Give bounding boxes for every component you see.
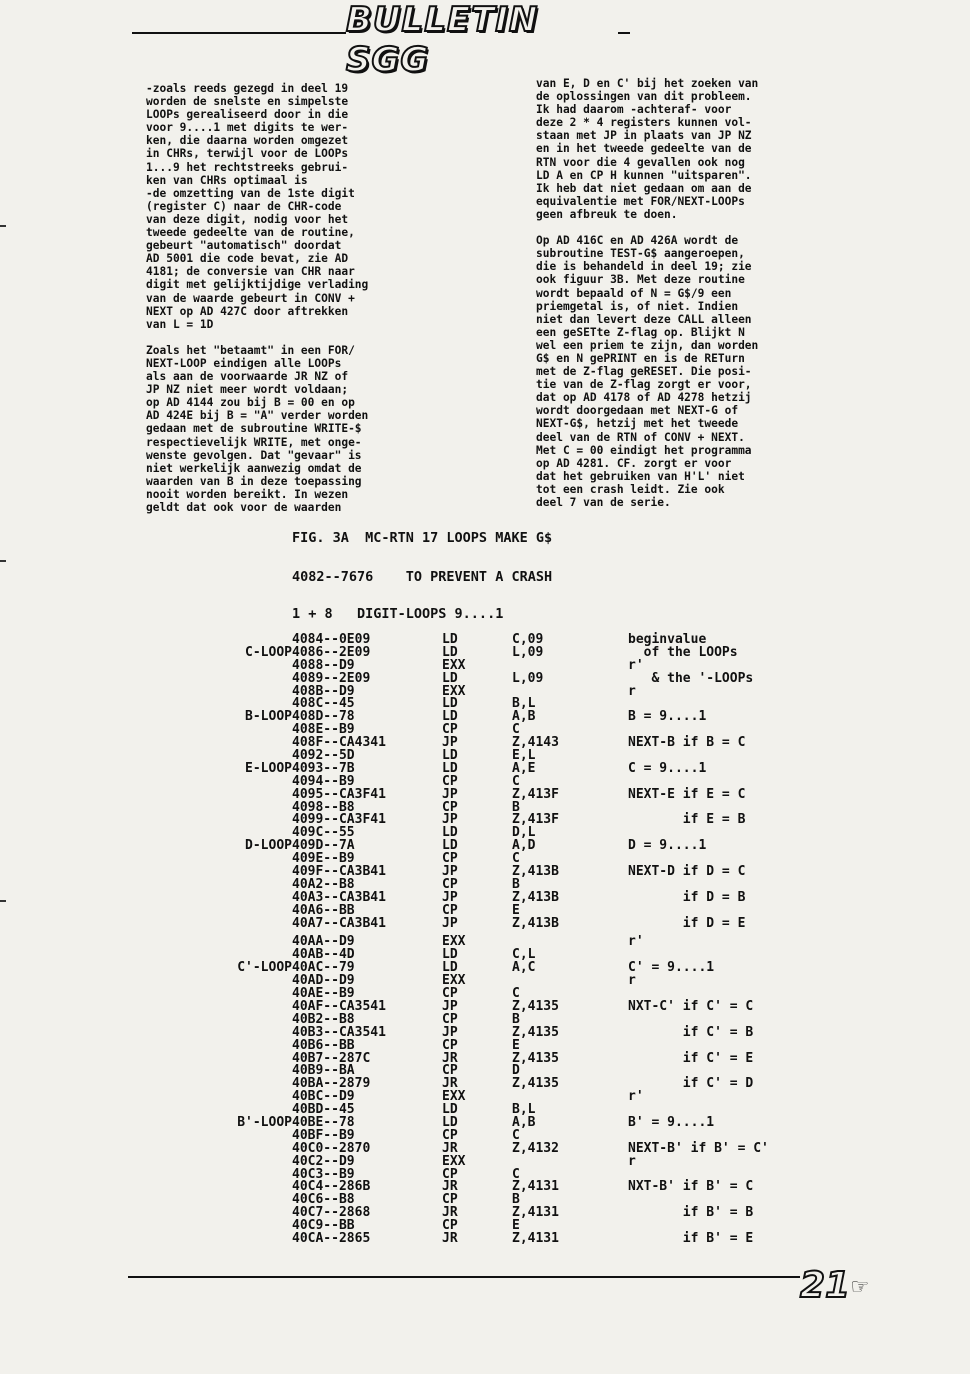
text-line [536, 221, 758, 234]
operand: Z,4143 [512, 735, 559, 751]
address-code: 408D--78 [292, 709, 355, 725]
listing-row [222, 1230, 848, 1246]
text-line: subroutine TEST-G$ aangeroepen, [536, 247, 745, 261]
comment: if D = E [628, 915, 746, 931]
comment: if B' = B [628, 1205, 754, 1221]
text-line: deel van de RTN of CONV + NEXT. [536, 430, 745, 444]
address-code: 40AD--D9 [292, 973, 355, 989]
text-line: staan met JP in plaats van JP NZ [536, 129, 752, 143]
address-code: 4094--B9 [292, 773, 355, 789]
text-line: deze 2 * 4 registers kunnen vol- [536, 116, 752, 130]
text-line: de oplossingen van dit probleem. [536, 90, 752, 104]
top-rule [132, 32, 346, 34]
address-code: 40C3--B9 [292, 1166, 355, 1182]
mnemonic: EXX [442, 973, 466, 989]
address-code: 40BC--D9 [292, 1089, 355, 1105]
mnemonic: LD [442, 1102, 458, 1118]
comment: NEXT-B if B = C [628, 735, 746, 751]
operand: A,D [512, 838, 536, 854]
comment: if E = B [628, 812, 746, 828]
right-text-column [536, 77, 758, 509]
operand: Z,4131 [512, 1205, 559, 1221]
comment: NXT-C' if C' = C [628, 998, 754, 1014]
address-code: 4099--CA3F41 [292, 812, 386, 828]
operand: Z,4132 [512, 1140, 559, 1156]
loop-label [222, 686, 292, 699]
address-code: 40CA--2865 [292, 1230, 371, 1246]
text-line: worden de snelste en simpelste [146, 95, 349, 109]
masthead-logo [346, 0, 618, 80]
mnemonic: LD [442, 947, 458, 963]
comment: B' = 9....1 [628, 1114, 715, 1130]
operand: A,B [512, 1114, 536, 1130]
address-code: 40A3--CA3B41 [292, 889, 386, 905]
text-line: Ik had daarom -achteraf- voor [536, 103, 732, 117]
text-line: in CHRs, terwijl voor de LOOPs [146, 147, 349, 161]
address-code: 40AB--4D [292, 947, 355, 963]
comment: NXT-B' if B' = C [628, 1179, 754, 1195]
comment: B = 9....1 [628, 709, 707, 725]
loop-label [222, 1130, 292, 1143]
address-code: 40C2--D9 [292, 1153, 355, 1169]
comment: beginvalue [628, 632, 707, 647]
address-code: 40C0--2870 [292, 1140, 371, 1156]
operand: A,C [512, 960, 536, 976]
mnemonic: EXX [442, 934, 466, 950]
loop-label [222, 1169, 292, 1182]
comment: r [628, 973, 636, 989]
loop-label [222, 1078, 292, 1091]
loop-label: D-LOOP [245, 838, 292, 854]
mnemonic: JP [442, 998, 458, 1014]
operand: B [512, 876, 520, 892]
operand: Z,413B [512, 889, 559, 905]
text-line: ken, die daarna worden omgezet [146, 134, 349, 148]
comment: D = 9....1 [628, 838, 707, 854]
mnemonic: CP [442, 773, 458, 789]
bottom-rule [128, 1276, 800, 1278]
mnemonic: CP [442, 1166, 458, 1182]
mnemonic: LD [442, 760, 458, 776]
mnemonic: EXX [442, 683, 466, 699]
text-line: dat het gebruiken van H'L' niet [536, 469, 745, 483]
text-line: Ik heb dat niet gedaan om aan de [536, 181, 752, 195]
margin-mark [0, 225, 6, 227]
pointing-hand-icon: ☞ [852, 1272, 868, 1302]
text-line: wel een priem te zijn, dan worden [536, 338, 759, 352]
text-line: die is behandeld in deel 19; zie [536, 260, 752, 274]
operand: L,09 [512, 644, 544, 660]
comment: r [628, 1153, 636, 1169]
mnemonic: CP [442, 851, 458, 867]
mnemonic: LD [442, 632, 458, 647]
text-line: dat op AD 4178 of AD 4278 hetzij [536, 391, 752, 405]
mnemonic: CP [442, 876, 458, 892]
mnemonic: EXX [442, 657, 466, 673]
address-code: 409D--7A [292, 838, 355, 854]
address-code: 40A2--B8 [292, 876, 355, 892]
operand: C,09 [512, 632, 544, 647]
loop-label [222, 789, 292, 802]
mnemonic: EXX [442, 1153, 466, 1169]
mnemonic: JR [442, 1205, 458, 1221]
loop-label [222, 737, 292, 750]
left-text-column [146, 82, 368, 514]
loop-label [222, 1220, 292, 1233]
loop-label: C-LOOP [245, 644, 292, 660]
address-code: 409F--CA3B41 [292, 864, 386, 880]
address-code: 4095--CA3F41 [292, 786, 386, 802]
mnemonic: LD [442, 748, 458, 764]
mnemonic: CP [442, 1218, 458, 1234]
operand: E [512, 902, 520, 918]
text-line: geen afbreuk te doen. [536, 207, 678, 221]
text-line: -zoals reeds gezegd in deel 19 [146, 82, 349, 95]
comment: if B' = E [628, 1230, 754, 1246]
operand: C [512, 1166, 520, 1182]
address-code: 40A6--BB [292, 902, 355, 918]
page-number: 21 [799, 1264, 851, 1306]
mnemonic: EXX [442, 1089, 466, 1105]
listing-row [222, 915, 848, 931]
figure-header-line: 4082--7676 TO PREVENT A CRASH [292, 569, 553, 585]
text-line: 4181; de conversie van CHR naar [146, 265, 355, 279]
address-code: 40AE--B9 [292, 986, 355, 1002]
text-line: wordt doorgedaan met NEXT-G of [536, 404, 739, 418]
loop-label: B'-LOOP [237, 1114, 292, 1130]
address-code: 4093--7B [292, 760, 355, 776]
operand: Z,4135 [512, 1024, 559, 1040]
text-line: ken van CHRs optimaal is [146, 173, 308, 187]
address-code: 40B6--BB [292, 1037, 355, 1053]
text-line: waarden van B in deze toepassing [146, 474, 362, 488]
operand: C [512, 722, 520, 738]
loop-label [222, 905, 292, 918]
comment: & the '-LOOPs [628, 670, 754, 686]
address-code: 40B7--287C [292, 1050, 371, 1066]
loop-label [222, 892, 292, 905]
mnemonic: JP [442, 1024, 458, 1040]
mnemonic: CP [442, 1011, 458, 1027]
operand: E [512, 1218, 520, 1234]
loop-label [222, 1091, 292, 1104]
text-line: RTN voor die 4 gevallen ook nog [536, 155, 745, 169]
text-line: van L = 1D [146, 317, 214, 331]
mnemonic: JP [442, 864, 458, 880]
address-code: 40BD--45 [292, 1102, 355, 1118]
mnemonic: JR [442, 1230, 458, 1246]
address-code: 408B--D9 [292, 683, 355, 699]
text-line: van deze digit, nodig voor het [146, 212, 349, 226]
masthead-title: BULLETIN SGG [346, 0, 539, 80]
text-line: en in het tweede gedeelte van de [536, 142, 752, 156]
comment: NEXT-B' if B' = C' [628, 1140, 769, 1156]
operand: A,E [512, 760, 536, 776]
mnemonic: JP [442, 915, 458, 931]
text-line: AD 5001 die code bevat, zie AD [146, 252, 349, 266]
text-line: als aan de voorwaarde JR NZ of [146, 370, 349, 384]
mnemonic: LD [442, 1114, 458, 1130]
loop-label [222, 918, 292, 931]
operand: Z,4135 [512, 1076, 559, 1092]
text-line: niet werkelijk aanwezig omdat de [146, 461, 362, 475]
loop-label [222, 673, 292, 686]
loop-label [222, 802, 292, 815]
address-code: 40AC--79 [292, 960, 355, 976]
operand: L,09 [512, 670, 544, 686]
operand: Z,413B [512, 915, 559, 931]
mnemonic: JR [442, 1050, 458, 1066]
address-code: 408C--45 [292, 696, 355, 712]
mnemonic: CP [442, 1063, 458, 1079]
operand: Z,4135 [512, 1050, 559, 1066]
text-line: NEXT-G$, hetzij met het tweede [536, 417, 739, 431]
address-code: 408E--B9 [292, 722, 355, 738]
text-line: niet dan levert deze CALL alleen [536, 312, 752, 326]
text-line: G$ en N gePRINT en is de RETurn [536, 351, 745, 365]
text-line: equivalentie met FOR/NEXT-LOOPs [536, 194, 745, 208]
loop-label [222, 1040, 292, 1053]
operand [512, 975, 628, 988]
loop-label: B-LOOP [245, 709, 292, 725]
loop-label [222, 1053, 292, 1066]
operand: Z,4131 [512, 1179, 559, 1195]
operand: B [512, 799, 520, 815]
address-code: 40AF--CA3541 [292, 998, 386, 1014]
address-code: 40BA--2879 [292, 1076, 371, 1092]
address-code: 409E--B9 [292, 851, 355, 867]
address-code: 4084--0E09 [292, 632, 371, 647]
text-line: (register C) naar de CHR-code [146, 199, 342, 213]
mnemonic: CP [442, 799, 458, 815]
mnemonic: LD [442, 644, 458, 660]
address-code: 4098--B8 [292, 799, 355, 815]
loop-label [222, 1156, 292, 1169]
comment: if C' = D [628, 1076, 754, 1092]
text-line: nooit worden bereikt. In wezen [146, 487, 349, 501]
loop-label [222, 660, 292, 673]
comment: r' [628, 657, 644, 673]
operand: Z,413F [512, 786, 559, 802]
loop-label [222, 975, 292, 988]
mnemonic: LD [442, 838, 458, 854]
mnemonic: CP [442, 902, 458, 918]
address-code: 409C--55 [292, 825, 355, 841]
operand: C,L [512, 947, 536, 963]
operand: Z,413B [512, 864, 559, 880]
loop-label [222, 853, 292, 866]
mnemonic: JR [442, 1179, 458, 1195]
mnemonic: CP [442, 1037, 458, 1053]
mnemonic: CP [442, 722, 458, 738]
figure-subheader: 1 + 8 DIGIT-LOOPS 9....1 [292, 606, 504, 622]
text-line: deel 7 van de serie. [536, 496, 671, 509]
text-line: priemgetal is, of niet. Indien [536, 299, 739, 313]
address-code: 4089--2E09 [292, 670, 371, 686]
comment: NEXT-E if E = C [628, 786, 746, 802]
comment: C' = 9....1 [628, 960, 715, 976]
operand: C [512, 986, 520, 1002]
loop-label [222, 879, 292, 892]
comment: C = 9....1 [628, 760, 707, 776]
address-code: 40B3--CA3541 [292, 1024, 386, 1040]
address-code: 4088--D9 [292, 657, 355, 673]
text-line: een geSETte Z-flag op. Blijkt N [536, 325, 745, 339]
comment: if C' = E [628, 1050, 754, 1066]
loop-label [222, 1233, 292, 1246]
address-code: 40C9--BB [292, 1218, 355, 1234]
text-line: NEXT op AD 427C door aftrekken [146, 304, 349, 318]
address-code: 4092--5D [292, 748, 355, 764]
loop-label: C'-LOOP [237, 960, 292, 976]
text-line: LOOPs gerealiseerd door in die [146, 108, 349, 122]
text-line: digit met gelijktijdige verlading [146, 278, 369, 292]
mnemonic: JP [442, 889, 458, 905]
text-line: AD 424E bij B = "A" verder worden [146, 409, 369, 423]
text-line: JP NZ niet meer wordt voldaan; [146, 383, 349, 397]
mnemonic: LD [442, 825, 458, 841]
operand: Z,4131 [512, 1230, 559, 1246]
text-line: 1...9 het rechtstreeks gebrui- [146, 160, 349, 174]
assembly-listing [222, 634, 848, 1246]
top-rule-right [618, 32, 630, 34]
text-line: gebeurt "automatisch" doordat [146, 239, 342, 253]
mnemonic: LD [442, 696, 458, 712]
text-line: wordt bepaald of N = G$/9 een [536, 286, 732, 300]
text-line: tot een crash leidt. Zie ook [536, 482, 725, 496]
text-line: -de omzetting van de 1ste digit [146, 186, 355, 200]
comment: r [628, 683, 636, 699]
loop-label [222, 988, 292, 1001]
margin-mark [0, 900, 6, 902]
operand: B [512, 1192, 520, 1208]
address-code: 40C7--2868 [292, 1205, 371, 1221]
comment: of the LOOPs [628, 644, 738, 660]
address-code: 40B9--BA [292, 1063, 355, 1079]
operand: A,B [512, 709, 536, 725]
mnemonic: LD [442, 670, 458, 686]
text-line: Op AD 416C en AD 426A wordt de [536, 234, 739, 248]
address-code: 40AA--D9 [292, 934, 355, 950]
operand: C [512, 773, 520, 789]
comment: NEXT-D if D = C [628, 864, 746, 880]
address-code: 40B2--B8 [292, 1011, 355, 1027]
loop-label [222, 724, 292, 737]
address-code: 40C4--286B [292, 1179, 371, 1195]
text-line: met de Z-flag geRESET. Die posi- [536, 365, 752, 379]
comment: if D = B [628, 889, 746, 905]
address-code: 40BE--78 [292, 1114, 355, 1130]
loop-label [222, 776, 292, 789]
text-line: NEXT-LOOP eindigen alle LOOPs [146, 356, 342, 370]
mnemonic: LD [442, 709, 458, 725]
margin-mark [0, 560, 6, 562]
operand: Z,413F [512, 812, 559, 828]
operand: B,L [512, 1102, 536, 1118]
operand: E [512, 1037, 520, 1053]
operand: D [512, 1063, 520, 1079]
address-code: 40A7--CA3B41 [292, 915, 386, 931]
operand: D,L [512, 825, 536, 841]
operand: B,L [512, 696, 536, 712]
text-line: respectievelijk WRITE, met onge- [146, 435, 362, 449]
loop-label [222, 1181, 292, 1194]
mnemonic: CP [442, 1127, 458, 1143]
text-line [146, 331, 368, 344]
text-line: gedaan met de subroutine WRITE-$ [146, 422, 362, 436]
mnemonic: JP [442, 735, 458, 751]
text-line: ook figuur 3B. Met deze routine [536, 273, 745, 287]
loop-label [222, 936, 292, 949]
operand: Z,4135 [512, 998, 559, 1014]
loop-label [222, 814, 292, 827]
comment: r' [628, 934, 644, 950]
text-line: tie van de Z-flag zorgt er voor, [536, 378, 752, 392]
loop-label [222, 1207, 292, 1220]
loop-label: E-LOOP [245, 760, 292, 776]
operand [512, 1156, 628, 1169]
address-code: 40BF--B9 [292, 1127, 355, 1143]
address-code: 4086--2E09 [292, 644, 371, 660]
loop-label [222, 1143, 292, 1156]
text-line: LD A en CP H kunnen "uitsparen". [536, 168, 752, 182]
text-line: op AD 4144 zou bij B = 00 en op [146, 396, 355, 410]
text-line: voor 9....1 met digits te wer- [146, 121, 349, 135]
operand: C [512, 851, 520, 867]
operand: C [512, 1127, 520, 1143]
figure-caption: FIG. 3A MC-RTN 17 LOOPS MAKE G$ [292, 530, 553, 546]
page-number-badge [800, 1263, 850, 1307]
mnemonic: JP [442, 812, 458, 828]
text-line: Met C = 00 eindigt het programma [536, 443, 752, 457]
address-code: 40C6--B8 [292, 1192, 355, 1208]
text-line: tweede gedeelte van de routine, [146, 226, 355, 240]
mnemonic: JP [442, 786, 458, 802]
text-line: wenste gevolgen. Dat "gevaar" is [146, 448, 362, 462]
address-code: 408F--CA4341 [292, 735, 386, 751]
comment: if C' = B [628, 1024, 754, 1040]
text-line: geldt dat ook voor de waarden [146, 501, 342, 514]
operand: B [512, 1011, 520, 1027]
loop-label [222, 1027, 292, 1040]
mnemonic: JR [442, 1076, 458, 1092]
mnemonic: LD [442, 960, 458, 976]
loop-label [222, 1001, 292, 1014]
loop-label [222, 1194, 292, 1207]
mnemonic: CP [442, 1192, 458, 1208]
text-line: van de waarde gebeurt in CONV + [146, 291, 355, 305]
text-line: op AD 4281. CF. zorgt er voor [536, 456, 732, 470]
operand: E,L [512, 748, 536, 764]
comment: r' [628, 1089, 644, 1105]
loop-label [222, 1065, 292, 1078]
mnemonic: CP [442, 986, 458, 1002]
text-line: van E, D en C' bij het zoeken van [536, 77, 759, 90]
loop-label [222, 866, 292, 879]
mnemonic: JR [442, 1140, 458, 1156]
text-line: Zoals het "betaamt" in een FOR/ [146, 343, 355, 357]
loop-label [222, 1014, 292, 1027]
